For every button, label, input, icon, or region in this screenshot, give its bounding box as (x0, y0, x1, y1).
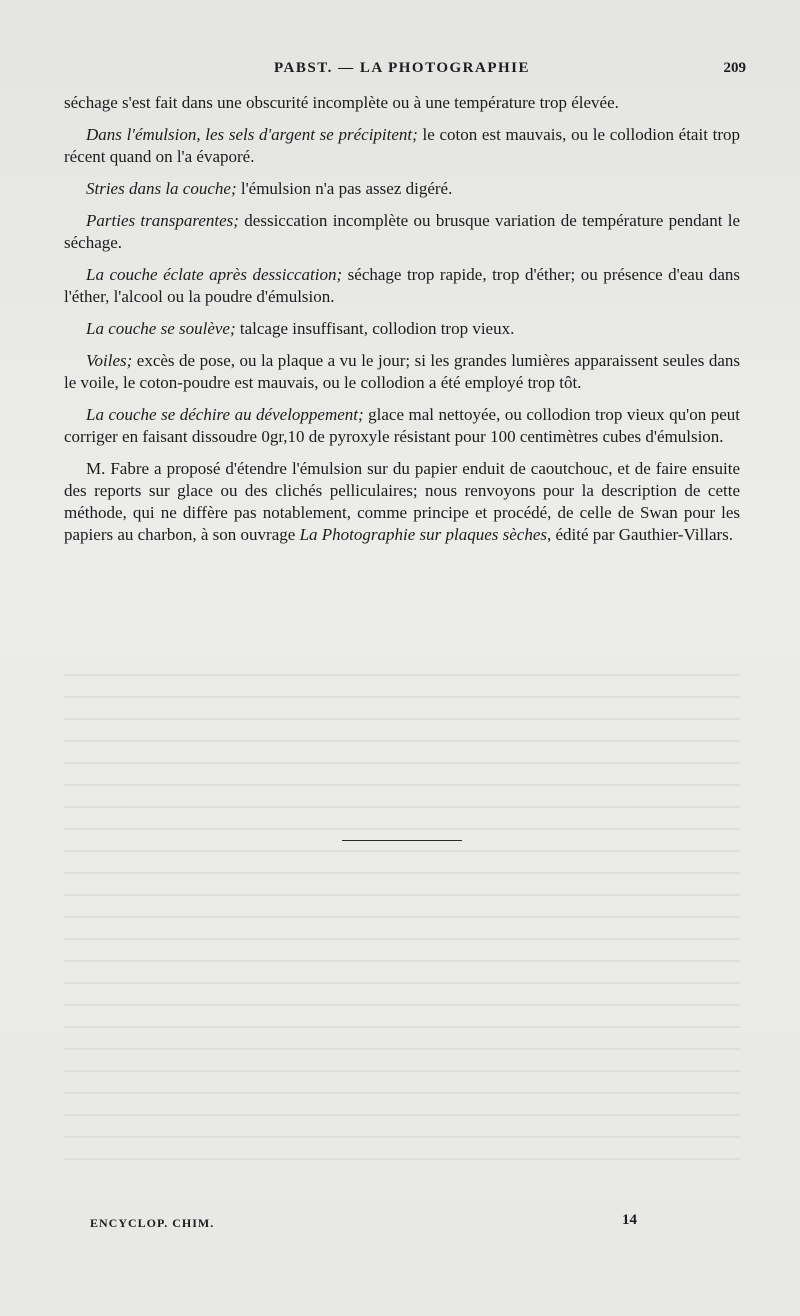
show-through-texture (64, 660, 740, 1180)
paragraph (64, 124, 740, 168)
paragraph-text: séchage trop rapide, trop d'éther; ou présence d'eau dans l'éther, l'alcool ou la poudre d'émulsion. (64, 265, 740, 306)
signature-number: 14 (622, 1212, 637, 1228)
paragraph-text: talcage insuffisant, collodion trop vieux. (235, 319, 515, 338)
paragraph-lead: La couche éclate après dessiccation; (86, 265, 343, 284)
paragraph (64, 264, 740, 308)
paragraph (64, 92, 740, 114)
paragraph-lead: Voiles; (86, 351, 133, 370)
book-title: La Photographie sur plaques sèches (299, 525, 547, 544)
paragraph-text: séchage s'est fait dans une obscurité incomplète ou à une température trop élevée. (64, 93, 619, 112)
paragraph-lead: Dans l'émulsion, les sels d'argent se précipitent; (86, 125, 418, 144)
paragraph (64, 178, 740, 200)
paragraph-text: l'émulsion n'a pas assez digéré. (236, 179, 453, 198)
paragraph-lead: La couche se soulève; (86, 319, 236, 338)
book-page (64, 0, 746, 1316)
running-head (64, 60, 746, 80)
body-text (64, 92, 740, 556)
paragraph (64, 458, 740, 546)
paragraph-text: dessiccation incomplète ou brusque variation de température pendant le séchage. (64, 211, 741, 252)
paragraph-lead: La couche se déchire au développement; (86, 405, 364, 424)
paragraph-text: excès de pose, ou la plaque a vu le jour; si les grandes lumières apparaissent seules dans le voile, le coton-poudre est mauvais, ou le collodion a été employé trop tôt. (64, 351, 740, 392)
page-number: 209 (723, 60, 746, 76)
paragraph (64, 404, 740, 448)
paragraph-lead: Stries dans la couche; (86, 179, 237, 198)
running-title: PABST. — LA PHOTOGRAPHIE (273, 60, 531, 76)
paragraph (64, 210, 740, 254)
paragraph-lead: Parties transparentes; (86, 211, 239, 230)
paragraph-text: glace mal nettoyée, ou collodion trop vieux qu'on peut corriger en faisant dissoudre 0gr,10 de pyroxyle résistant pour 100 centimètres cubes d'émulsion. (64, 405, 740, 446)
section-rule (342, 840, 462, 841)
paragraph-text: le coton est mauvais, ou le collodion était trop récent quand on l'a évaporé. (64, 125, 740, 166)
paragraph (64, 350, 740, 394)
paragraph (64, 318, 740, 340)
paragraph-text: M. Fabre a proposé d'étendre l'émulsion sur du papier enduit de caoutchouc, et de faire ensuite des reports sur glace ou des clichés pelliculaires; nous renvoyons pour la description de cette méthode, qui ne diffère pas notablement, comme principe et procédé, de celle de Swan pour les papiers au charbon, à son ouvrage (64, 459, 740, 544)
paragraph-tail: , édité par Gauthier-Villars. (547, 525, 734, 544)
signature-mark: ENCYCLOP. CHIM. (90, 1216, 215, 1230)
